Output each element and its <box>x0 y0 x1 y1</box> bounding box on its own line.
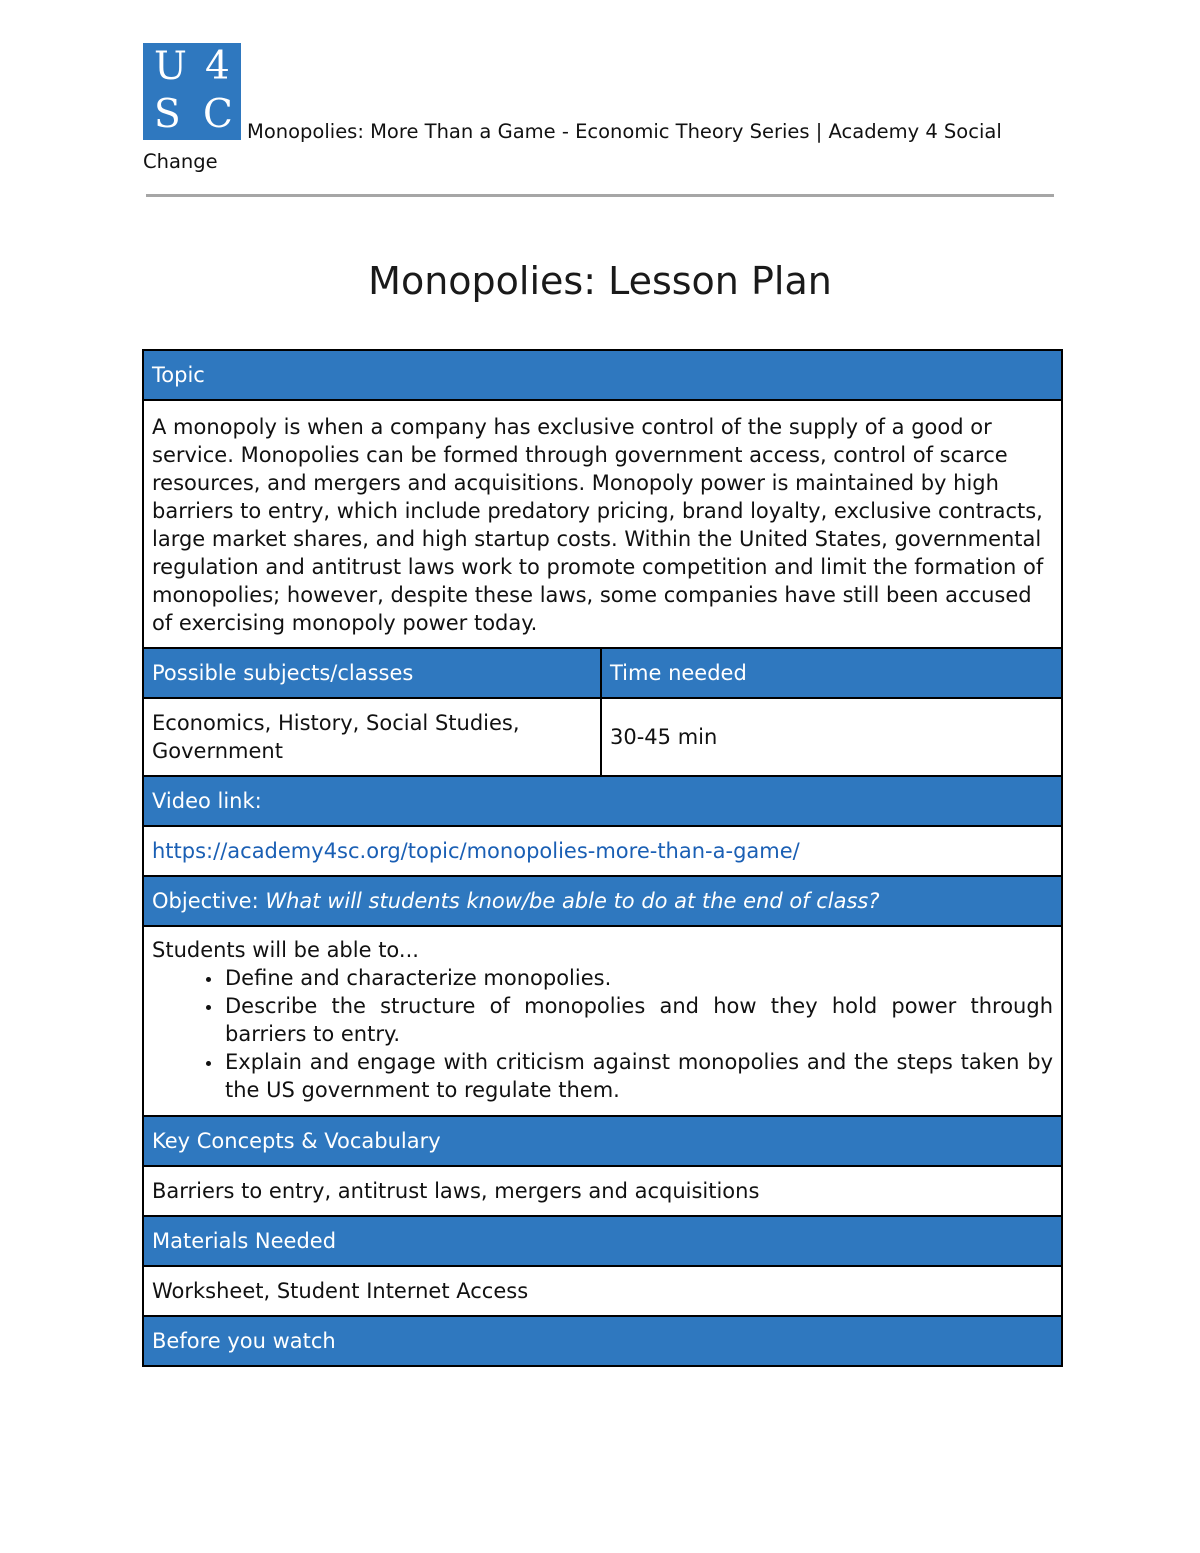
video-link-header: Video link: <box>143 776 1062 826</box>
logo-letter: U <box>154 44 187 89</box>
concepts-header: Key Concepts & Vocabulary <box>143 1116 1062 1166</box>
subjects-header: Possible subjects/classes <box>143 648 601 698</box>
lesson-plan-table <box>142 349 1063 1367</box>
logo-letter: S <box>154 92 181 137</box>
objective-label: Objective: <box>152 889 259 913</box>
time-header: Time needed <box>601 648 1062 698</box>
topic-description: A monopoly is when a company has exclusive control of the supply of a good or service. Monopolies can be formed through government access, control of scarce resources, and mergers and acquisitions. Monopoly power is maintained by high barriers to entry, which include predatory pricing, brand loyalty, exclusive contracts, large market shares, and high startup costs. Within the United States, governmental regulation and antitrust laws work to promote competition and limit the formation of monopolies; however, despite these laws, some companies have still been accused of exercising monopoly power today. <box>143 400 1062 648</box>
header-text: Monopolies: More Than a Game - Economic Theory Series | Academy 4 Social Change <box>143 120 1002 173</box>
page-header <box>143 43 1033 173</box>
objective-content <box>143 926 1062 1116</box>
logo-letter: C <box>203 92 233 137</box>
list-item: • Define and characterize monopolies. <box>223 964 1053 992</box>
header-divider <box>146 194 1054 197</box>
concepts-value: Barriers to entry, antitrust laws, mergers and acquisitions <box>143 1166 1062 1216</box>
objective-list <box>152 964 1053 1104</box>
materials-header: Materials Needed <box>143 1216 1062 1266</box>
before-you-watch-header: Before you watch <box>143 1316 1062 1366</box>
materials-value: Worksheet, Student Internet Access <box>143 1266 1062 1316</box>
video-link[interactable]: https://academy4sc.org/topic/monopolies-more-than-a-game/ <box>152 839 800 863</box>
list-item: • Explain and engage with criticism against monopolies and the steps taken by the US government to regulate them. <box>223 1048 1053 1104</box>
u4sc-logo <box>143 43 241 140</box>
objective-header <box>143 876 1062 926</box>
topic-header: Topic <box>143 350 1062 400</box>
objective-intro: Students will be able to... <box>152 938 419 962</box>
subjects-value: Economics, History, Social Studies, Government <box>143 698 601 776</box>
page-title: Monopolies: Lesson Plan <box>368 259 832 303</box>
time-value: 30-45 min <box>601 698 1062 776</box>
logo-letter: 4 <box>205 44 230 89</box>
list-item: • Describe the structure of monopolies and how they hold power through barriers to entry. <box>223 992 1053 1048</box>
objective-prompt: What will students know/be able to do at the end of class? <box>265 889 880 913</box>
video-link-cell <box>143 826 1062 876</box>
